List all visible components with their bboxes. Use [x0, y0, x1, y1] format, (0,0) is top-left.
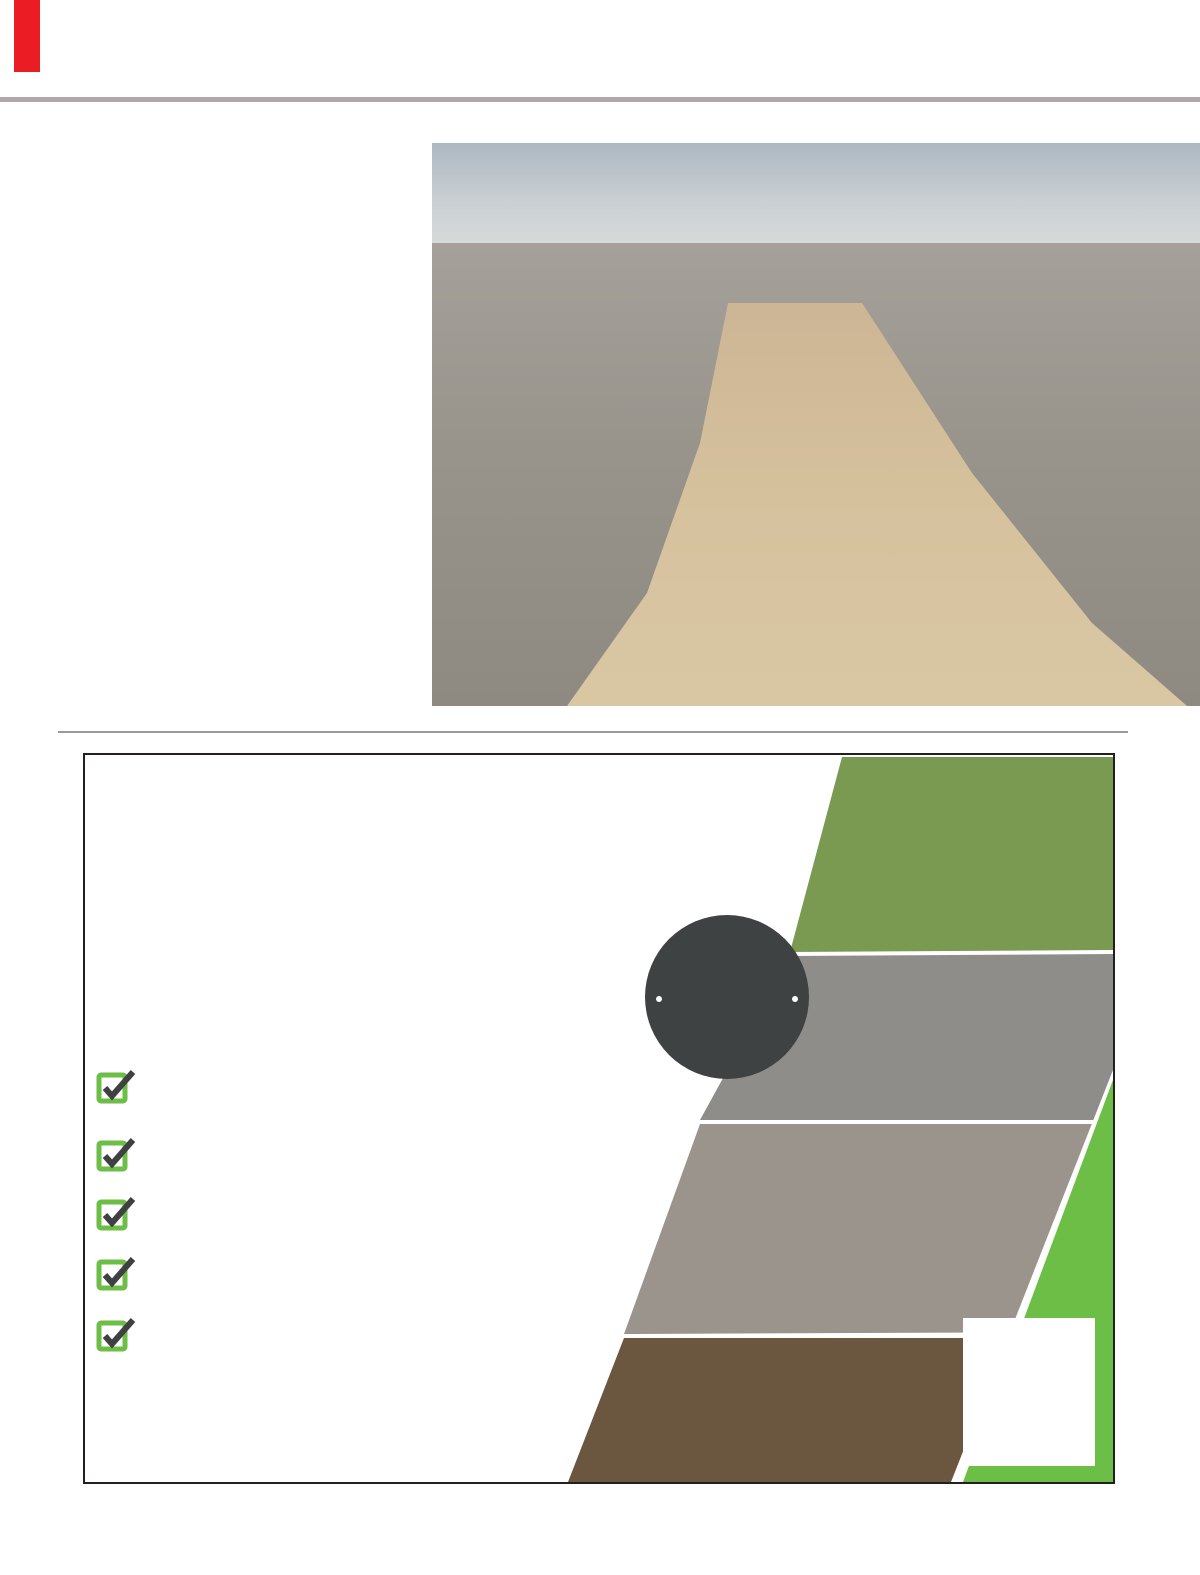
checklist-item	[96, 1316, 138, 1357]
checkbox-icon	[96, 1068, 138, 1104]
qr-panel	[963, 1318, 1095, 1466]
geonex-badge	[645, 915, 809, 1079]
checkbox-icon	[96, 1255, 138, 1291]
photo-sky	[432, 143, 1200, 247]
section-divider	[58, 731, 1128, 733]
ad-photo-field-site	[790, 757, 1115, 952]
aerial-photo	[432, 143, 1200, 706]
checklist-item	[96, 1136, 138, 1177]
badge-circle	[645, 915, 809, 1079]
qr-code	[979, 1332, 1079, 1432]
checkbox-icon	[96, 1316, 138, 1352]
checklist-item	[96, 1195, 138, 1236]
geonex-ad	[83, 753, 1115, 1484]
checkbox-icon	[96, 1195, 138, 1231]
top-rule	[0, 97, 1200, 102]
checkbox-icon	[96, 1136, 138, 1172]
checklist-item	[96, 1068, 138, 1109]
contact-block	[290, 1367, 580, 1370]
checklist-item	[96, 1255, 138, 1296]
red-corner-tab	[14, 0, 40, 72]
